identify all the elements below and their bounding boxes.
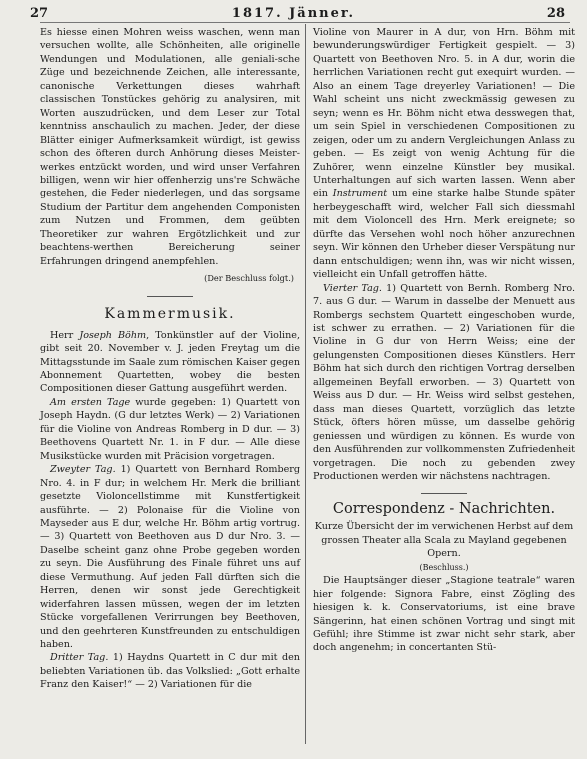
continued-note: (Der Beschluss folgt.) [204,273,294,284]
page-number-left: 27 [30,6,49,21]
article-paragraph: Zweyter Tag. 1) Quartett von Bernhard Romberg Nro. 4. in F dur; in welchem Hr. Merk die brilliant gesetzte Violoncellstimme mit Kunstfertigkeit ausführte. — 2) Polonaise für die Violine von Mayseder aus E dur, welche Hr. Böhm artig vortrug. — 3) Quartett von Beethoven aus D dur Nro. 3. — Daselbe scheint ganz ohne Probe gegeben worden zu seyn. Die Ausführung des Finale führet uns auf diese Vermuthung. Auf jeden Fall dürften sich die Herren, denen wir sonst jede Gerechtigkeit widerfahren lassen müssen, wegen der im letzten Stücke vorgefallenen Verirrungen bey Beethoven, und den geehrteren Kunstfreunden zu entschuldigen haben. [40,464,300,651]
article-paragraph: Die Hauptsänger dieser „Stagione teatrale“ waren hier folgende: Signora Fabre, einst Zögling des hiesigen k. k. Conservatoriums, ist eine brave Sängerinn, hat einen schönen Vortrag und singt mit Gefühl; ihre Stimme ist zwar nicht sehr stark, aber doch angenehm; in concertanten Stü- [313,575,575,654]
section-rule [421,493,467,494]
section-title: Kammermusik. [104,305,236,322]
page-number-right: 28 [546,6,565,21]
article-paragraph: Vierter Tag. 1) Quartett von Bernh. Romberg Nro. 7. aus G dur. — Warum in dasselbe der Menuett aus Rombergs sechstem Quartett eingeschoben wurde, ist schwer zu errathen. — 2) Variationen für die Violine in G dur von Herrn Weiss; eine der gelungensten Compositionen dieses Künstlers. Herr Böhm hat sich durch den richtigen Vortrag derselben allgemeinen Beyfall erworben. — 3) Quartett von Weiss aus D dur. — Hr. Weiss wird selbst gestehen, dass man dieses Quartett, vorzüglich das letzte Stück, öfters hören müsse, um dasselbe gehörig geniessen und würdigen zu können. Es wurde von den Ausführenden zur vollkommensten Zufriedenheit vorgetragen. Die noch zu gebenden zwey Productionen werden wir nächstens nachtragen. [313,282,575,482]
correspondence-subtitle: Kurze Übersicht der im verwichenen Herbst auf dem grossen Theater alla Scala zu Mayland gegebenen Opern. [314,521,574,560]
left-column [40,26,300,692]
article-paragraph: Violine von Maurer in A dur, von Hrn. Böhm mit bewunderungswürdiger Fertigkeit gespielt. — 3) Quartett von Beethoven Nro. 5. in A dur, worin die herrlichen Variationen recht gut exequirt wurden. — Also an einem Tage dreyerley Variationen! — Die Wahl scheint uns nicht zweckmässig gewesen zu seyn; wenn es Hr. Böhm nicht etwa desswegen that, um sein Spiel in verschiedenen Compositionen zu zeigen, oder um zu andern Vergleichungen Anlass zu geben. — Es zeigt von wenig Achtung für die Zuhörer, wenn einzelne Künstler bey musikal. Unterhaltungen auf sich warten lassen. Wenn aber ein Instrument um eine starke halbe Stunde später herbeygeschafft wird, welcher Fall sich diessmahl mit dem Violoncell des Hrn. Merk ereignete; so dürfte das Versehen wohl noch höher anzurechnen seyn. Wir können den Urheber dieser Verspätung nur dann entschuldigen; wenn ihn, was wir nicht wissen, vielleicht ein Unfall getroffen hätte. [313,27,575,281]
article-paragraph: Am ersten Tage wurde gegeben: 1) Quartett von Joseph Haydn. (G dur letztes Werk) — 2) Variationen für die Violine von Andreas Romberg in D dur. — 3) Beethovens Quartett Nr. 1. in F dur. — Alle diese Musikstücke wurden mit Präcision vorgetragen. [40,396,300,462]
correspondence-title: Correspondenz - Nachrichten. [332,501,556,518]
continued-note: (Beschluss.) [419,562,469,572]
article-paragraph: Dritter Tag. 1) Haydns Quartett in C dur mit den beliebten Variationen üb. das Volkslied: „Gott erhalte Franz den Kaiser!“ — 2) Variationen für die [40,652,300,691]
right-column [313,26,575,655]
page-header-title: 1817. Jänner. [231,6,356,21]
column-divider [305,24,306,744]
article-paragraph: Es hiesse einen Mohren weiss waschen, wenn man versuchen wollte, alle Schönheiten, alle originelle Wendungen und Modulationen, alle geniali-sche Züge und bezeichnende Zeichen, alle interessante, canonische Verkettungen dieses wahrhaft classischen Tonstückes gehörig zu analysiren, mit Worten auszudrücken, und dem Leser zur Total kenntniss anschaulich zu machen. Jeder, der diese Blätter einiger Aufmerksamkeit würdigt, ist gewiss schon des öfteren durch Anhörung dieses Meister-werkes entzückt worden, und wird unser Verfahren billigen, wenn wir hier offenherzig uns're Schwäche gestehen, die Feder niederlegen, und das sorgsame Studium der Partitur dem angehenden Componisten zum Nutzen und Frommen, dem geübten Theoretiker zur wahren Ergötzlichkeit und zur beachtens-werthen Bereicherung seiner Erfahrungen dringend anempfehlen. [40,27,300,267]
header-rule [40,22,570,23]
section-rule [147,296,193,297]
article-paragraph: Herr Joseph Böhm, Tonkünstler auf der Violine, gibt seit 20. November v. J. jeden Freytag um die Mittagsstunde im Saale zum römischen Kaiser gegen Abonnement Quartetten, wobey die besten Compositionen dieser Gattung ausgeführt werden. [40,329,300,395]
